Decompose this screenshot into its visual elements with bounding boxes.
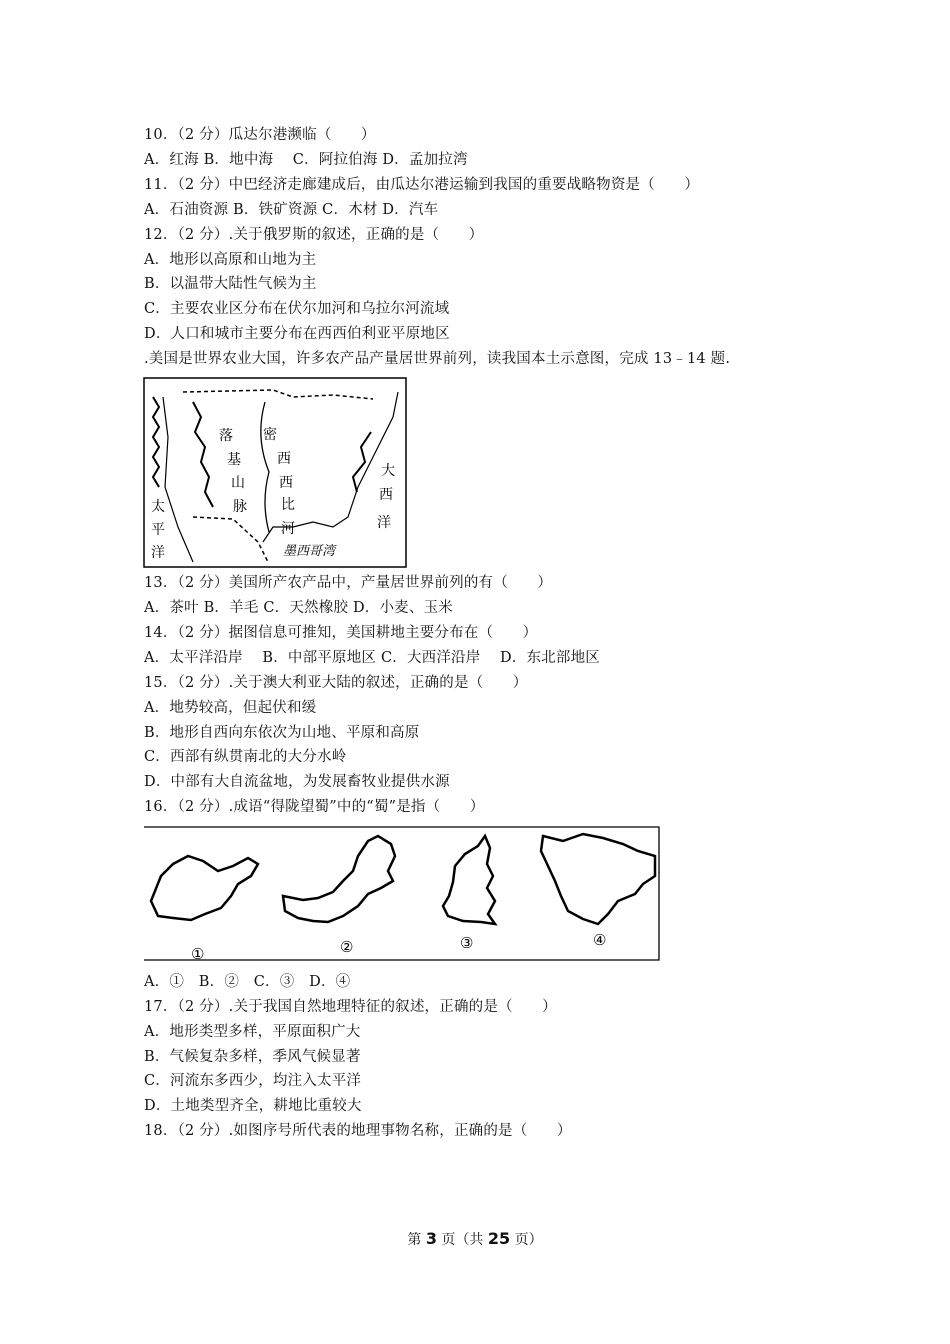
label-pacific-1: 太 [151, 499, 165, 515]
footer-total-pages: 25 [487, 1229, 511, 1248]
label-rocky-3: 山 [231, 475, 245, 491]
shape-label-1: ① [191, 945, 205, 962]
question-12-option-c: C．主要农业区分布在伏尔加河和乌拉尔河流域 [144, 301, 450, 317]
question-17-option-d: D．土地类型齐全，耕地比重较大 [144, 1098, 362, 1114]
question-12-option-a: A．地形以高原和山地为主 [144, 252, 317, 268]
question-17-option-b: B．气候复杂多样，季风气候显著 [144, 1049, 361, 1065]
label-rocky-2: 基 [227, 452, 241, 468]
question-15-stem: 15．（2 分）.关于澳大利亚大陆的叙述，正确的是（ ） [144, 675, 528, 691]
shape-3 [443, 836, 495, 924]
shape-1 [151, 856, 258, 920]
question-16-stem: 16．（2 分）.成语“得陇望蜀”中的“蜀”是指（ ） [144, 799, 485, 815]
question-13-stem: 13．（2 分）美国所产农产品中，产量居世界前列的有（ ） [144, 575, 553, 591]
footer-prefix: 第 [407, 1232, 426, 1248]
label-atlantic-1: 大 [381, 463, 395, 479]
label-atlantic-2: 西 [379, 487, 393, 503]
question-16-options: A．① B．② C．③ D．④ [144, 974, 351, 990]
question-11-options: A．石油资源 B．铁矿资源 C．木材 D．汽车 [144, 202, 439, 218]
question-12-option-b: B．以温带大陆性气候为主 [144, 276, 317, 292]
footer-page-number: 3 [425, 1229, 437, 1248]
question-15-option-c: C．西部有纵贯南北的大分水岭 [144, 749, 347, 765]
shape-2 [283, 836, 395, 922]
page-footer [0, 1229, 950, 1250]
label-pacific-2: 平 [151, 522, 165, 538]
label-miss-4: 比 [281, 497, 295, 513]
shape-label-4: ④ [593, 931, 607, 949]
question-14-options: A．太平洋沿岸 B．中部平原地区 C．大西洋沿岸 D．东北部地区 [144, 650, 600, 666]
label-rocky-1: 落 [219, 428, 233, 444]
question-18-stem: 18．（2 分）.如图序号所代表的地理事物名称，正确的是（ ） [144, 1123, 572, 1139]
question-15-option-d: D．中部有大自流盆地，为发展畜牧业提供水源 [144, 774, 450, 790]
label-atlantic-3: 洋 [377, 515, 391, 531]
shape-label-3: ③ [460, 934, 474, 952]
question-17-stem: 17．（2 分）.关于我国自然地理特征的叙述，正确的是（ ） [144, 999, 557, 1015]
question-15-option-a: A．地势较高，但起伏和缓 [144, 700, 317, 716]
usa-map-figure [143, 377, 408, 569]
label-miss-2: 西 [277, 451, 291, 467]
label-rocky-4: 脉 [233, 499, 247, 515]
label-miss-5: 河 [281, 521, 295, 537]
shape-4 [541, 834, 655, 924]
question-10-options: A．红海 B．地中海 C．阿拉伯海 D．孟加拉湾 [144, 152, 468, 168]
question-15-option-b: B．地形自西向东依次为山地、平原和高原 [144, 725, 420, 741]
question-14-stem: 14．（2 分）据图信息可推知，美国耕地主要分布在（ ） [144, 625, 538, 641]
label-gulf-of-mexico: 墨西哥湾 [283, 544, 336, 559]
usa-intro-text: .美国是世界农业大国，许多农产品产量居世界前列，读我国本土示意图，完成 13﹣14 题. [144, 351, 731, 367]
question-17-option-c: C．河流东多西少，均注入太平洋 [144, 1073, 362, 1089]
shape-label-2: ② [340, 938, 354, 956]
question-12-stem: 12．（2 分）.关于俄罗斯的叙述，正确的是（ ） [144, 227, 484, 243]
label-pacific-3: 洋 [151, 545, 165, 561]
province-shapes-figure [143, 826, 661, 962]
footer-suffix: 页） [510, 1232, 543, 1248]
figure-frame [144, 827, 659, 960]
question-12-option-d: D．人口和城市主要分布在西西伯利亚平原地区 [144, 326, 450, 342]
question-11-stem: 11．（2 分）中巴经济走廊建成后，由瓜达尔港运输到我国的重要战略物资是（ ） [144, 177, 700, 193]
question-13-options: A．茶叶 B．羊毛 C．天然橡胶 D．小麦、玉米 [144, 600, 453, 616]
question-10-stem: 10．（2 分）瓜达尔港濒临（ ） [144, 127, 376, 143]
footer-middle: 页（共 [436, 1232, 488, 1248]
label-miss-1: 密 [263, 427, 277, 443]
label-miss-3: 西 [279, 475, 293, 491]
question-17-option-a: A．地形类型多样，平原面积广大 [144, 1024, 361, 1040]
